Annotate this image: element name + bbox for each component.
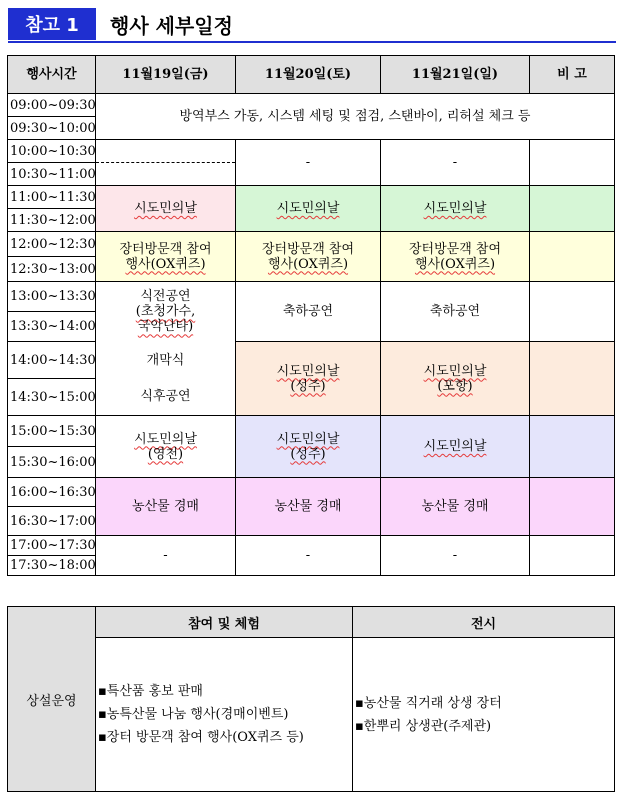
time-slot: 10:00~10:30	[8, 140, 96, 163]
exhibition-header: 전시	[353, 607, 615, 638]
time-slot: 16:00~16:30	[8, 478, 96, 507]
day2-citizen-seongju	[236, 416, 381, 478]
day2-citizen-day	[236, 186, 381, 232]
citizen-day-text: 시도민의날	[276, 363, 340, 379]
day1-after-show: 식후공연	[96, 379, 236, 416]
note-empty	[530, 478, 615, 536]
setup-text: 방역부스 가동, 시스템 세팅 및 점검, 스탠바이, 리허설 체크 등	[179, 109, 531, 124]
list-item: ▪농특산물 나눔 행사(경매이벤트)	[98, 707, 289, 722]
list-item: ▪농산물 직거래 상생 장터	[355, 695, 502, 711]
day3-auction: 농산물 경매	[381, 478, 530, 536]
citizen-day-text: 시도민의날	[423, 363, 487, 379]
col-time: 행사시간	[8, 56, 96, 94]
list-item: ▪특산품 홍보 판매	[98, 684, 203, 699]
day2-dash: -	[236, 140, 381, 186]
time-slot: 14:00~14:30	[8, 342, 96, 379]
opening-pre-2: (초청가수,	[135, 304, 196, 320]
note-empty	[530, 140, 615, 186]
day1-auction: 농산물 경매	[96, 478, 236, 536]
time-slot: 13:00~13:30	[8, 282, 96, 312]
day2-celebration: 축하공연	[236, 282, 381, 342]
citizen-day-text: 시도민의날	[423, 439, 487, 454]
day2-citizen-day-text: 시도민의날	[276, 201, 340, 216]
time-slot: 17:00~17:30	[8, 536, 96, 556]
permanent-label: 상설운영	[8, 607, 96, 792]
day1-citizen-yeongcheon	[96, 416, 236, 478]
day3-citizen-day	[381, 416, 530, 478]
time-slot: 11:30~12:00	[8, 209, 96, 232]
time-slot: 09:30~10:00	[8, 117, 96, 140]
day2-citizen-seongju	[236, 342, 381, 416]
permanent-operation-table	[7, 606, 615, 792]
col-day2: 11월20일(토)	[236, 56, 381, 94]
day1-opening: 개막식	[96, 342, 236, 379]
day1-empty	[96, 140, 236, 163]
quiz-line2: 행사(OX퀴즈)	[125, 256, 206, 272]
page-title: 행사 세부일정	[110, 13, 233, 38]
note-empty	[530, 282, 615, 342]
participation-list	[96, 638, 353, 792]
pohang-text: (포항)	[437, 378, 473, 394]
time-slot: 12:30~13:00	[8, 257, 96, 282]
reference-badge: 참고 1	[8, 8, 96, 40]
list-item: ▪한뿌리 상생관(주제관)	[355, 718, 492, 734]
day2-quiz	[236, 232, 381, 282]
time-slot: 17:30~18:00	[8, 556, 96, 576]
day1-opening-pre	[96, 282, 236, 342]
header-underline	[8, 41, 616, 43]
section-header	[8, 8, 616, 40]
day2-dash: -	[236, 536, 381, 576]
time-slot: 14:30~15:00	[8, 379, 96, 416]
day3-citizen-day	[381, 186, 530, 232]
time-slot: 16:30~17:00	[8, 507, 96, 536]
time-slot: 11:00~11:30	[8, 186, 96, 209]
header-row	[8, 56, 615, 94]
day3-dash: -	[381, 536, 530, 576]
day1-citizen-day	[96, 186, 236, 232]
day1-empty	[96, 163, 236, 186]
day1-dash: -	[96, 536, 236, 576]
setup-cell	[96, 94, 615, 140]
note-empty	[530, 416, 615, 478]
yeongcheon-text: (영천)	[147, 446, 184, 462]
quiz-line2: 행사(OX퀴즈)	[414, 256, 496, 272]
note-empty	[530, 186, 615, 232]
seongju-text: (성주)	[290, 446, 326, 462]
list-item: ▪장터 방문객 참여 행사(OX퀴즈 등)	[98, 730, 304, 745]
opening-pre-1: 식전공연	[140, 289, 191, 305]
time-slot: 15:30~16:00	[8, 447, 96, 478]
day3-quiz	[381, 232, 530, 282]
day3-dash: -	[381, 140, 530, 186]
col-day1: 11월19일(금)	[96, 56, 236, 94]
time-slot: 10:30~11:00	[8, 163, 96, 186]
opening-pre-3: 국악난타)	[137, 319, 194, 335]
schedule-table	[7, 55, 615, 576]
day3-citizen-pohang	[381, 342, 530, 416]
day1-citizen-day-text: 시도민의날	[134, 201, 197, 216]
citizen-day-text: 시도민의날	[276, 431, 340, 447]
note-empty	[530, 232, 615, 282]
quiz-line2: 행사(OX퀴즈)	[267, 256, 349, 272]
note-empty	[530, 342, 615, 416]
citizen-day-text: 시도민의날	[134, 431, 197, 447]
quiz-line1: 장터방문객 참여	[408, 241, 502, 257]
day1-quiz	[96, 232, 236, 282]
participation-header: 참여 및 체험	[96, 607, 353, 638]
col-day3: 11월21일(일)	[381, 56, 530, 94]
time-slot: 12:00~12:30	[8, 232, 96, 257]
note-empty	[530, 536, 615, 576]
quiz-line1: 장터방문객 참여	[119, 241, 212, 257]
day3-celebration: 축하공연	[381, 282, 530, 342]
col-note: 비 고	[530, 56, 615, 94]
exhibition-list	[353, 638, 615, 792]
day3-citizen-day-text: 시도민의날	[423, 201, 487, 216]
quiz-line1: 장터방문객 참여	[261, 241, 355, 257]
time-slot: 09:00~09:30	[8, 94, 96, 117]
seongju-text: (성주)	[290, 378, 326, 394]
time-slot: 15:00~15:30	[8, 416, 96, 447]
day2-auction: 농산물 경매	[236, 478, 381, 536]
time-slot: 13:30~14:00	[8, 312, 96, 342]
